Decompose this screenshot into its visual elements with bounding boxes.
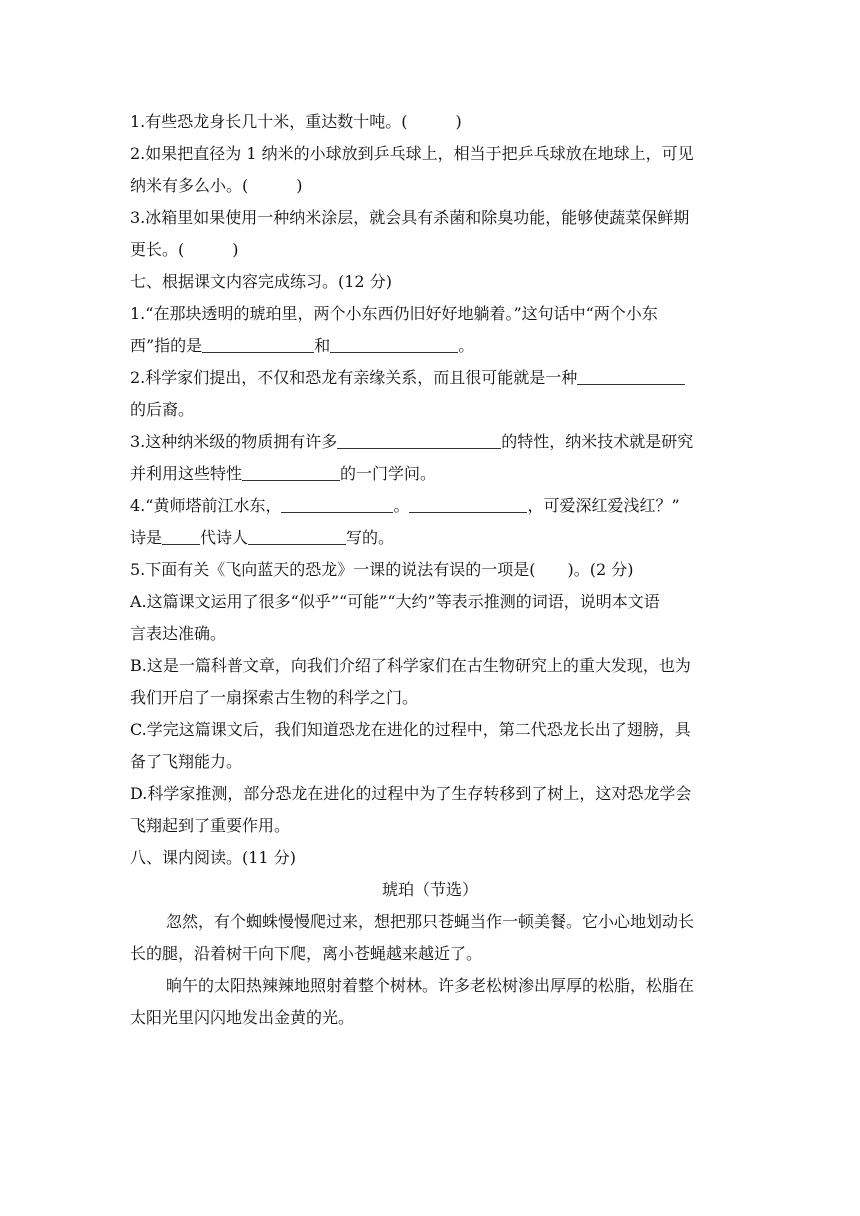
q7-item-1-line-2 [130, 330, 730, 362]
option-c-line-1: C.学完这篇课文后，我们知道恐龙在进化的过程中，第二代恐龙长出了翅膀，具 [130, 720, 691, 739]
q6-item-1: 1.有些恐龙身长几十米，重达数十吨。( ) [130, 112, 462, 131]
passage-paragraph-2-line-2: 太阳光里闪闪地发出金黄的光。 [130, 1008, 355, 1027]
answer-blank-6[interactable] [281, 494, 393, 513]
q7-item-4-period: 。 [393, 496, 410, 515]
q7-item-3-text-2-end: 的一门学问。 [340, 464, 437, 483]
q7-item-4-dynasty: 代诗人 [200, 528, 249, 547]
q7-item-4-poem: 诗是 [130, 528, 163, 547]
passage-paragraph-2-line-1: 晌午的太阳热辣辣地照射着整个树林。许多老松树渗出厚厚的松脂，松脂在 [166, 976, 695, 995]
option-b-line-1: B.这是一篇科普文章，向我们介绍了科学家们在古生物研究上的重大发现，也为 [130, 656, 691, 675]
passage-paragraph-1-line-2: 长的腿，沿着树干向下爬，离小苍蝇越来越近了。 [130, 944, 483, 963]
q7-item-3-text: 3.这种纳米级的物质拥有许多 [130, 432, 338, 451]
option-b-line-2: 我们开启了一扇探索古生物的科学之门。 [130, 688, 419, 707]
q6-item-3-line-1: 3.冰箱里如果使用一种纳米涂层，就会具有杀菌和除臭功能，能够使蔬菜保鲜期 [130, 208, 690, 227]
q7-item-5: 5.下面有关《飞向蓝天的恐龙》一课的说法有误的一项是( )。(2 分) [130, 560, 634, 579]
q7-item-4-wrote: 写的。 [346, 528, 395, 547]
answer-blank-2[interactable] [330, 334, 458, 353]
q7-item-2-text: 2.科学家们提出，不仅和恐龙有亲缘关系，而且很可能就是一种 [130, 368, 578, 387]
q7-item-1-line-1: 1.“在那块透明的琥珀里，两个小东西仍旧好好地躺着。”这句话中“两个小东 [130, 304, 658, 323]
answer-blank-7[interactable] [409, 494, 527, 513]
q7-item-1-text: 西”指的是 [130, 336, 203, 355]
q7-item-1-end: 。 [458, 336, 475, 355]
option-a-line-1: A.这篇课文运用了很多“似乎”“可能”“大约”等表示推测的词语，说明本文语 [130, 592, 660, 611]
option-d-line-2: 飞翔起到了重要作用。 [130, 816, 291, 835]
option-c-line-2: 备了飞翔能力。 [130, 752, 243, 771]
worksheet-page [130, 106, 730, 1034]
q7-item-4-text-end: ，可爱深红爱浅红？” [527, 496, 680, 515]
answer-blank-9[interactable] [248, 526, 346, 545]
option-a-line-2: 言表达准确。 [130, 624, 227, 643]
option-d-line-1: D.科学家推测，部分恐龙在进化的过程中为了生存转移到了树上，这对恐龙学会 [130, 784, 692, 803]
q7-item-4-line-1 [130, 490, 730, 522]
q6-item-2-line-2: 纳米有多么小。( ) [130, 176, 303, 195]
q7-item-3-line-1 [130, 426, 730, 458]
q7-item-4-text: 4.“黄师塔前江水东， [130, 496, 282, 515]
q7-item-1-and: 和 [314, 336, 331, 355]
q7-item-3-line-2 [130, 458, 730, 490]
q6-item-2-line-1: 2.如果把直径为 1 纳米的小球放到乒乓球上，相当于把乒乓球放在地球上，可见 [130, 144, 694, 163]
q7-item-3-text-end: 的特性，纳米技术就是研究 [501, 432, 694, 451]
section-7-heading: 七、根据课文内容完成练习。(12 分) [130, 272, 392, 291]
q7-item-2-line-2: 的后裔。 [130, 400, 195, 419]
q6-item-3-line-2: 更长。( ) [130, 240, 239, 259]
answer-blank-1[interactable] [202, 334, 314, 353]
q7-item-2-line-1 [130, 362, 730, 394]
answer-blank-4[interactable] [337, 430, 501, 449]
answer-blank-5[interactable] [242, 462, 340, 481]
q7-item-4-line-2 [130, 522, 730, 554]
section-8-heading: 八、课内阅读。(11 分) [130, 848, 296, 867]
answer-blank-3[interactable] [577, 366, 685, 385]
passage-paragraph-1-line-1: 忽然，有个蜘蛛慢慢爬过来，想把那只苍蝇当作一顿美餐。它小心地划动长 [166, 912, 695, 931]
passage-title: 琥珀（节选） [381, 880, 478, 899]
q7-item-3-text-2: 并利用这些特性 [130, 464, 243, 483]
answer-blank-8[interactable] [162, 526, 200, 545]
